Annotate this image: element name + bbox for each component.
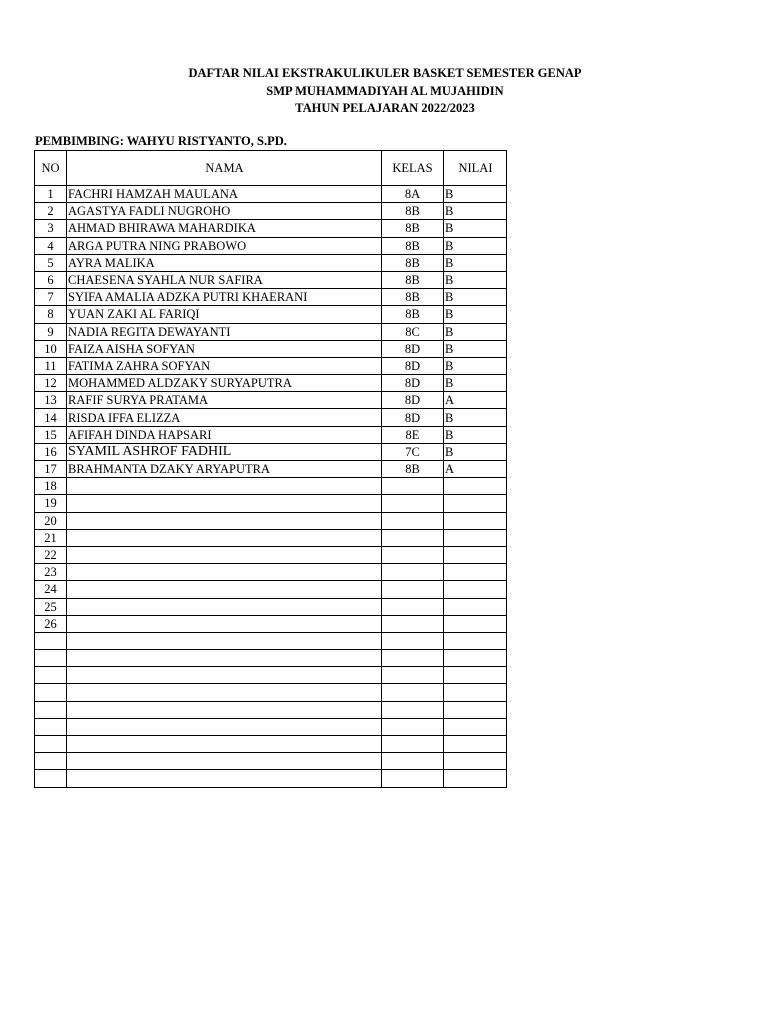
cell-no: 13 (35, 392, 67, 409)
table-row (35, 770, 507, 787)
cell-nilai (444, 667, 507, 684)
cell-name: AGASTYA FADLI NUGROHO (67, 203, 382, 220)
cell-name (67, 581, 382, 598)
cell-kelas: 8D (382, 375, 444, 392)
table-row (35, 392, 507, 409)
column-header-nilai: NILAI (444, 151, 507, 186)
cell-no (35, 650, 67, 667)
cell-name: FATIMA ZAHRA SOFYAN (67, 357, 382, 374)
cell-kelas (382, 581, 444, 598)
table-row (35, 753, 507, 770)
cell-kelas: 8C (382, 323, 444, 340)
cell-kelas: 8B (382, 271, 444, 288)
cell-kelas (382, 529, 444, 546)
cell-nilai: B (444, 323, 507, 340)
table-row (35, 186, 507, 203)
cell-name: SYIFA AMALIA ADZKA PUTRI KHAERANI (67, 289, 382, 306)
cell-no (35, 701, 67, 718)
cell-no (35, 632, 67, 649)
supervisor-label: PEMBIMBING: WAHYU RISTYANTO, S.PD. (35, 134, 287, 148)
cell-nilai (444, 546, 507, 563)
cell-nilai (444, 529, 507, 546)
grades-table (34, 150, 507, 788)
cell-name (67, 598, 382, 615)
document-header (35, 65, 735, 118)
cell-nilai (444, 736, 507, 753)
cell-name: YUAN ZAKI AL FARIQI (67, 306, 382, 323)
cell-nilai: B (444, 357, 507, 374)
cell-name (67, 753, 382, 770)
cell-nilai: B (444, 426, 507, 443)
cell-kelas: 8B (382, 306, 444, 323)
table-row (35, 615, 507, 632)
cell-no: 2 (35, 203, 67, 220)
cell-kelas (382, 684, 444, 701)
cell-no: 6 (35, 271, 67, 288)
cell-no (35, 684, 67, 701)
cell-name: FAIZA AISHA SOFYAN (67, 340, 382, 357)
table-row (35, 254, 507, 271)
cell-nilai (444, 718, 507, 735)
cell-nilai: B (444, 220, 507, 237)
cell-no: 10 (35, 340, 67, 357)
table-row (35, 529, 507, 546)
table-row (35, 632, 507, 649)
table-row (35, 237, 507, 254)
cell-nilai (444, 753, 507, 770)
cell-kelas (382, 667, 444, 684)
cell-nilai (444, 598, 507, 615)
cell-no: 11 (35, 357, 67, 374)
cell-name: AFIFAH DINDA HAPSARI (67, 426, 382, 443)
cell-nilai: B (444, 375, 507, 392)
cell-no: 1 (35, 186, 67, 203)
cell-name (67, 770, 382, 787)
cell-nilai: B (444, 203, 507, 220)
cell-kelas: 8D (382, 357, 444, 374)
cell-kelas (382, 718, 444, 735)
cell-name (67, 632, 382, 649)
header-title: DAFTAR NILAI EKSTRAKULIKULER BASKET SEMESTER GENAP (188, 66, 582, 80)
cell-name (67, 512, 382, 529)
cell-name (67, 718, 382, 735)
cell-kelas: 8B (382, 203, 444, 220)
table-row (35, 667, 507, 684)
cell-no: 15 (35, 426, 67, 443)
cell-nilai: B (444, 340, 507, 357)
cell-nilai: B (444, 306, 507, 323)
cell-no (35, 770, 67, 787)
cell-kelas: 8D (382, 409, 444, 426)
cell-name (67, 529, 382, 546)
table-row (35, 220, 507, 237)
table-row (35, 546, 507, 563)
header-academic-year: TAHUN PELAJARAN 2022/2023 (295, 101, 475, 115)
table-row (35, 495, 507, 512)
cell-nilai (444, 478, 507, 495)
cell-no (35, 718, 67, 735)
cell-name: FACHRI HAMZAH MAULANA (67, 186, 382, 203)
cell-name: SYAMIL ASHROF FADHIL (67, 443, 382, 460)
table-row (35, 564, 507, 581)
cell-nilai: B (444, 186, 507, 203)
cell-name (67, 701, 382, 718)
cell-no: 21 (35, 529, 67, 546)
cell-no (35, 736, 67, 753)
table-row (35, 375, 507, 392)
cell-kelas: 8D (382, 340, 444, 357)
cell-no: 4 (35, 237, 67, 254)
cell-no (35, 667, 67, 684)
cell-no: 18 (35, 478, 67, 495)
table-row (35, 426, 507, 443)
cell-no: 19 (35, 495, 67, 512)
cell-kelas: 8B (382, 237, 444, 254)
cell-kelas (382, 736, 444, 753)
cell-kelas: 8B (382, 254, 444, 271)
cell-nilai (444, 684, 507, 701)
cell-nilai: B (444, 254, 507, 271)
column-header-nama: NAMA (67, 151, 382, 186)
table-row (35, 478, 507, 495)
cell-kelas (382, 632, 444, 649)
cell-kelas (382, 546, 444, 563)
table-row (35, 306, 507, 323)
cell-no: 7 (35, 289, 67, 306)
cell-kelas (382, 650, 444, 667)
cell-no: 20 (35, 512, 67, 529)
table-row (35, 443, 507, 460)
cell-kelas (382, 598, 444, 615)
table-row (35, 598, 507, 615)
cell-no (35, 753, 67, 770)
cell-nilai (444, 512, 507, 529)
cell-no: 22 (35, 546, 67, 563)
cell-no: 5 (35, 254, 67, 271)
cell-name (67, 667, 382, 684)
table-header-row (35, 151, 507, 186)
cell-no: 8 (35, 306, 67, 323)
cell-name (67, 495, 382, 512)
table-row (35, 271, 507, 288)
cell-nilai: B (444, 409, 507, 426)
column-header-no: NO (35, 151, 67, 186)
cell-kelas: 8B (382, 461, 444, 478)
table-row (35, 461, 507, 478)
cell-kelas (382, 753, 444, 770)
cell-nilai: B (444, 289, 507, 306)
cell-name: AHMAD BHIRAWA MAHARDIKA (67, 220, 382, 237)
cell-name (67, 650, 382, 667)
table-row (35, 581, 507, 598)
cell-name (67, 684, 382, 701)
cell-name: AYRA MALIKA (67, 254, 382, 271)
column-header-kelas: KELAS (382, 151, 444, 186)
cell-name (67, 478, 382, 495)
cell-nilai: B (444, 443, 507, 460)
cell-no: 12 (35, 375, 67, 392)
cell-kelas (382, 564, 444, 581)
header-school: SMP MUHAMMADIYAH AL MUJAHIDIN (266, 83, 504, 98)
cell-no: 9 (35, 323, 67, 340)
cell-nilai: A (444, 461, 507, 478)
cell-nilai (444, 650, 507, 667)
cell-name: CHAESENA SYAHLA NUR SAFIRA (67, 271, 382, 288)
table-row (35, 340, 507, 357)
table-row (35, 203, 507, 220)
cell-kelas (382, 512, 444, 529)
table-row (35, 736, 507, 753)
cell-name: NADIA REGITA DEWAYANTI (67, 323, 382, 340)
cell-name (67, 736, 382, 753)
cell-nilai (444, 615, 507, 632)
cell-no: 23 (35, 564, 67, 581)
cell-nilai: B (444, 271, 507, 288)
table-row (35, 512, 507, 529)
cell-name (67, 546, 382, 563)
cell-name: ARGA PUTRA NING PRABOWO (67, 237, 382, 254)
table-row (35, 323, 507, 340)
cell-name (67, 564, 382, 581)
cell-no: 14 (35, 409, 67, 426)
cell-name: MOHAMMED ALDZAKY SURYAPUTRA (67, 375, 382, 392)
cell-no: 24 (35, 581, 67, 598)
cell-nilai (444, 581, 507, 598)
table-row (35, 718, 507, 735)
cell-no: 16 (35, 443, 67, 460)
table-row (35, 701, 507, 718)
table-row (35, 650, 507, 667)
cell-name: BRAHMANTA DZAKY ARYAPUTRA (67, 461, 382, 478)
cell-no: 25 (35, 598, 67, 615)
cell-no: 17 (35, 461, 67, 478)
table-row (35, 357, 507, 374)
cell-name (67, 615, 382, 632)
cell-nilai (444, 770, 507, 787)
cell-nilai: B (444, 237, 507, 254)
cell-nilai (444, 701, 507, 718)
cell-kelas: 8E (382, 426, 444, 443)
cell-kelas (382, 770, 444, 787)
cell-kelas: 8D (382, 392, 444, 409)
cell-nilai (444, 632, 507, 649)
cell-nilai (444, 564, 507, 581)
table-row (35, 409, 507, 426)
cell-kelas (382, 615, 444, 632)
cell-nilai: A (444, 392, 507, 409)
cell-name: RISDA IFFA ELIZZA (67, 409, 382, 426)
cell-kelas (382, 495, 444, 512)
cell-no: 26 (35, 615, 67, 632)
cell-kelas: 8B (382, 289, 444, 306)
cell-kelas: 7C (382, 443, 444, 460)
cell-kelas (382, 478, 444, 495)
cell-kelas: 8B (382, 220, 444, 237)
table-row (35, 289, 507, 306)
table-row (35, 684, 507, 701)
cell-kelas: 8A (382, 186, 444, 203)
cell-kelas (382, 701, 444, 718)
cell-name: RAFIF SURYA PRATAMA (67, 392, 382, 409)
cell-no: 3 (35, 220, 67, 237)
cell-nilai (444, 495, 507, 512)
